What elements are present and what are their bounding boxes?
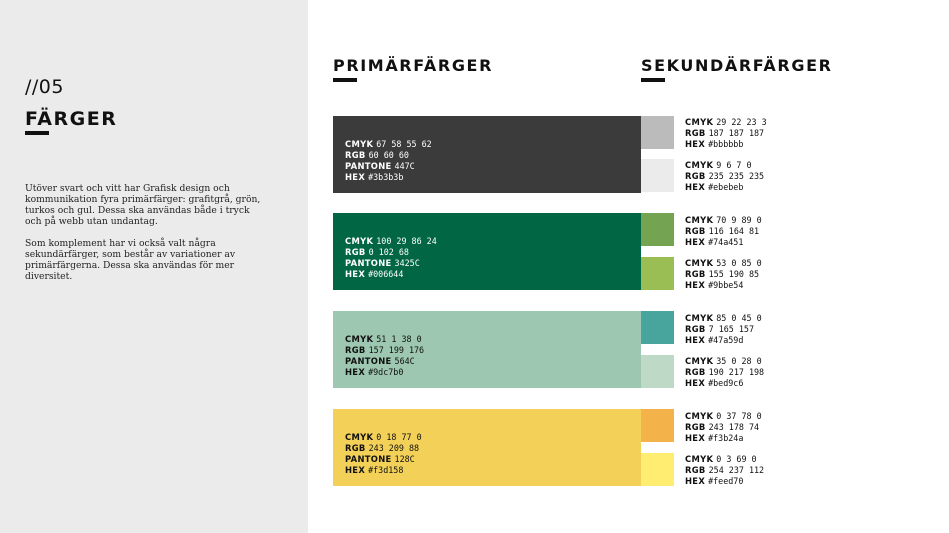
hex-value: #bbbbbb (708, 139, 744, 149)
hex-label: HEX (685, 433, 706, 443)
rgb-label: RGB (685, 269, 706, 279)
secondary-swatch-light-gray (641, 116, 674, 149)
hex-row (345, 367, 424, 378)
rgb-row (685, 367, 764, 378)
secondary-swatch-info (685, 215, 762, 248)
rgb-label: RGB (685, 465, 706, 475)
primary-swatch-info (345, 139, 432, 183)
cmyk-value: 0 18 77 0 (376, 432, 422, 442)
secondary-swatch-light-yellow (641, 453, 674, 486)
rgb-value: 7 165 157 (708, 324, 754, 334)
hex-value: #ebebeb (708, 182, 744, 192)
hex-value: #bed9c6 (708, 378, 744, 388)
cmyk-row (685, 313, 762, 324)
cmyk-row (345, 139, 432, 150)
hex-row (685, 237, 762, 248)
cmyk-label: CMYK (345, 236, 374, 246)
rgb-row (345, 345, 424, 356)
hex-value: #47a59d (708, 335, 744, 345)
rgb-row (685, 171, 764, 182)
cmyk-value: 35 0 28 0 (716, 356, 762, 366)
pantone-value: 128C (394, 454, 415, 464)
cmyk-row (685, 454, 764, 465)
primary-colors-heading: PRIMÄRFÄRGER (333, 56, 494, 75)
hex-label: HEX (685, 476, 706, 486)
rgb-label: RGB (345, 345, 366, 355)
primary-swatch-info (345, 432, 422, 476)
primary-swatch-graphite (333, 116, 641, 193)
hex-label: HEX (685, 139, 706, 149)
hex-value: #f3b24a (708, 433, 744, 443)
rgb-value: 243 209 88 (368, 443, 420, 453)
pantone-row (345, 161, 432, 172)
cmyk-label: CMYK (685, 313, 714, 323)
rgb-value: 254 237 112 (708, 465, 765, 475)
cmyk-label: CMYK (685, 160, 714, 170)
rgb-label: RGB (345, 150, 366, 160)
primary-swatch-turquoise (333, 311, 641, 388)
rgb-value: 0 102 68 (368, 247, 409, 257)
hex-row (685, 280, 762, 291)
secondary-swatch-off-white (641, 159, 674, 192)
cmyk-row (345, 334, 424, 345)
cmyk-label: CMYK (345, 432, 374, 442)
secondary-swatch-info (685, 258, 762, 291)
cmyk-row (685, 258, 762, 269)
pantone-label: PANTONE (345, 356, 392, 366)
primary-swatch-info (345, 236, 437, 280)
rgb-label: RGB (345, 443, 366, 453)
cmyk-row (685, 117, 767, 128)
cmyk-value: 100 29 86 24 (376, 236, 437, 246)
rgb-row (685, 128, 767, 139)
hex-value: #3b3b3b (368, 172, 404, 182)
cmyk-row (685, 215, 762, 226)
cmyk-value: 51 1 38 0 (376, 334, 422, 344)
pantone-label: PANTONE (345, 161, 392, 171)
hex-row (685, 139, 767, 150)
hex-row (685, 182, 764, 193)
section-title-underline (25, 131, 49, 135)
hex-value: #9dc7b0 (368, 367, 404, 377)
rgb-value: 116 164 81 (708, 226, 760, 236)
secondary-swatch-info (685, 117, 767, 150)
rgb-label: RGB (685, 226, 706, 236)
pantone-value: 447C (394, 161, 415, 171)
cmyk-row (345, 432, 422, 443)
cmyk-label: CMYK (345, 139, 374, 149)
hex-value: #74a451 (708, 237, 744, 247)
hex-label: HEX (345, 465, 366, 475)
hex-row (345, 269, 437, 280)
rgb-label: RGB (685, 171, 706, 181)
cmyk-value: 29 22 23 3 (716, 117, 767, 127)
cmyk-label: CMYK (685, 356, 714, 366)
rgb-row (685, 269, 762, 280)
cmyk-value: 67 58 55 62 (376, 139, 432, 149)
rgb-value: 157 199 176 (368, 345, 425, 355)
hex-row (685, 433, 762, 444)
rgb-value: 235 235 235 (708, 171, 765, 181)
secondary-swatch-info (685, 160, 764, 193)
cmyk-label: CMYK (685, 411, 714, 421)
cmyk-value: 85 0 45 0 (716, 313, 762, 323)
cmyk-row (685, 411, 762, 422)
cmyk-value: 70 9 89 0 (716, 215, 762, 225)
hex-row (685, 476, 764, 487)
rgb-value: 155 190 85 (708, 269, 760, 279)
hex-row (345, 172, 432, 183)
rgb-row (685, 324, 762, 335)
cmyk-label: CMYK (685, 117, 714, 127)
rgb-label: RGB (685, 128, 706, 138)
pantone-row (345, 356, 424, 367)
secondary-colors-heading: SEKUNDÄRFÄRGER (641, 56, 833, 75)
rgb-label: RGB (685, 422, 706, 432)
intro-text (25, 183, 265, 293)
pantone-label: PANTONE (345, 454, 392, 464)
secondary-swatch-info (685, 454, 764, 487)
hex-value: #feed70 (708, 476, 744, 486)
rgb-value: 187 187 187 (708, 128, 765, 138)
hex-label: HEX (345, 367, 366, 377)
secondary-swatch-teal (641, 311, 674, 344)
secondary-swatch-orange (641, 409, 674, 442)
secondary-swatch-mid-green (641, 213, 674, 246)
rgb-value: 243 178 74 (708, 422, 760, 432)
pantone-row (345, 258, 437, 269)
rgb-value: 190 217 198 (708, 367, 765, 377)
hex-row (685, 378, 764, 389)
pantone-value: 3425C (394, 258, 420, 268)
hex-value: #f3d158 (368, 465, 404, 475)
section-title: FÄRGER (25, 108, 118, 130)
rgb-row (345, 150, 432, 161)
hex-label: HEX (685, 378, 706, 388)
rgb-row (685, 465, 764, 476)
secondary-swatch-info (685, 411, 762, 444)
hex-value: #9bbe54 (708, 280, 744, 290)
cmyk-label: CMYK (685, 258, 714, 268)
intro-paragraph-2: Som komplement har vi också valt några sekundärfärger, som består av variationer av primärfärgerna. Dessa ska användas för mer diversitet. (25, 238, 236, 282)
cmyk-label: CMYK (685, 454, 714, 464)
intro-paragraph-1: Utöver svart och vitt har Grafisk design och kommunikation fyra primärfärger: grafitgrå, grön, turkos och gul. Dessa ska användas både i tryck och på webb utan undantag. (25, 183, 261, 227)
hex-label: HEX (685, 237, 706, 247)
cmyk-value: 53 0 85 0 (716, 258, 762, 268)
section-number: //05 (25, 76, 64, 98)
rgb-row (345, 443, 422, 454)
rgb-row (685, 226, 762, 237)
primary-swatch-green (333, 213, 641, 290)
secondary-swatch-pale-mint (641, 355, 674, 388)
rgb-label: RGB (345, 247, 366, 257)
cmyk-label: CMYK (685, 215, 714, 225)
rgb-label: RGB (685, 324, 706, 334)
cmyk-row (685, 356, 764, 367)
pantone-value: 564C (394, 356, 415, 366)
cmyk-row (345, 236, 437, 247)
cmyk-row (685, 160, 764, 171)
rgb-row (345, 247, 437, 258)
primary-swatch-info (345, 334, 424, 378)
cmyk-value: 9 6 7 0 (716, 160, 752, 170)
primary-heading-underline (333, 78, 357, 82)
hex-label: HEX (345, 172, 366, 182)
cmyk-value: 0 37 78 0 (716, 411, 762, 421)
secondary-swatch-lime-green (641, 257, 674, 290)
secondary-swatch-info (685, 313, 762, 346)
rgb-row (685, 422, 762, 433)
pantone-label: PANTONE (345, 258, 392, 268)
hex-label: HEX (685, 335, 706, 345)
cmyk-value: 0 3 69 0 (716, 454, 757, 464)
secondary-heading-underline (641, 78, 665, 82)
hex-label: HEX (685, 182, 706, 192)
hex-value: #006644 (368, 269, 404, 279)
hex-label: HEX (345, 269, 366, 279)
cmyk-label: CMYK (345, 334, 374, 344)
secondary-swatch-info (685, 356, 764, 389)
hex-label: HEX (685, 280, 706, 290)
hex-row (685, 335, 762, 346)
hex-row (345, 465, 422, 476)
pantone-row (345, 454, 422, 465)
rgb-value: 60 60 60 (368, 150, 409, 160)
left-panel (0, 0, 308, 533)
primary-swatch-yellow (333, 409, 641, 486)
rgb-label: RGB (685, 367, 706, 377)
